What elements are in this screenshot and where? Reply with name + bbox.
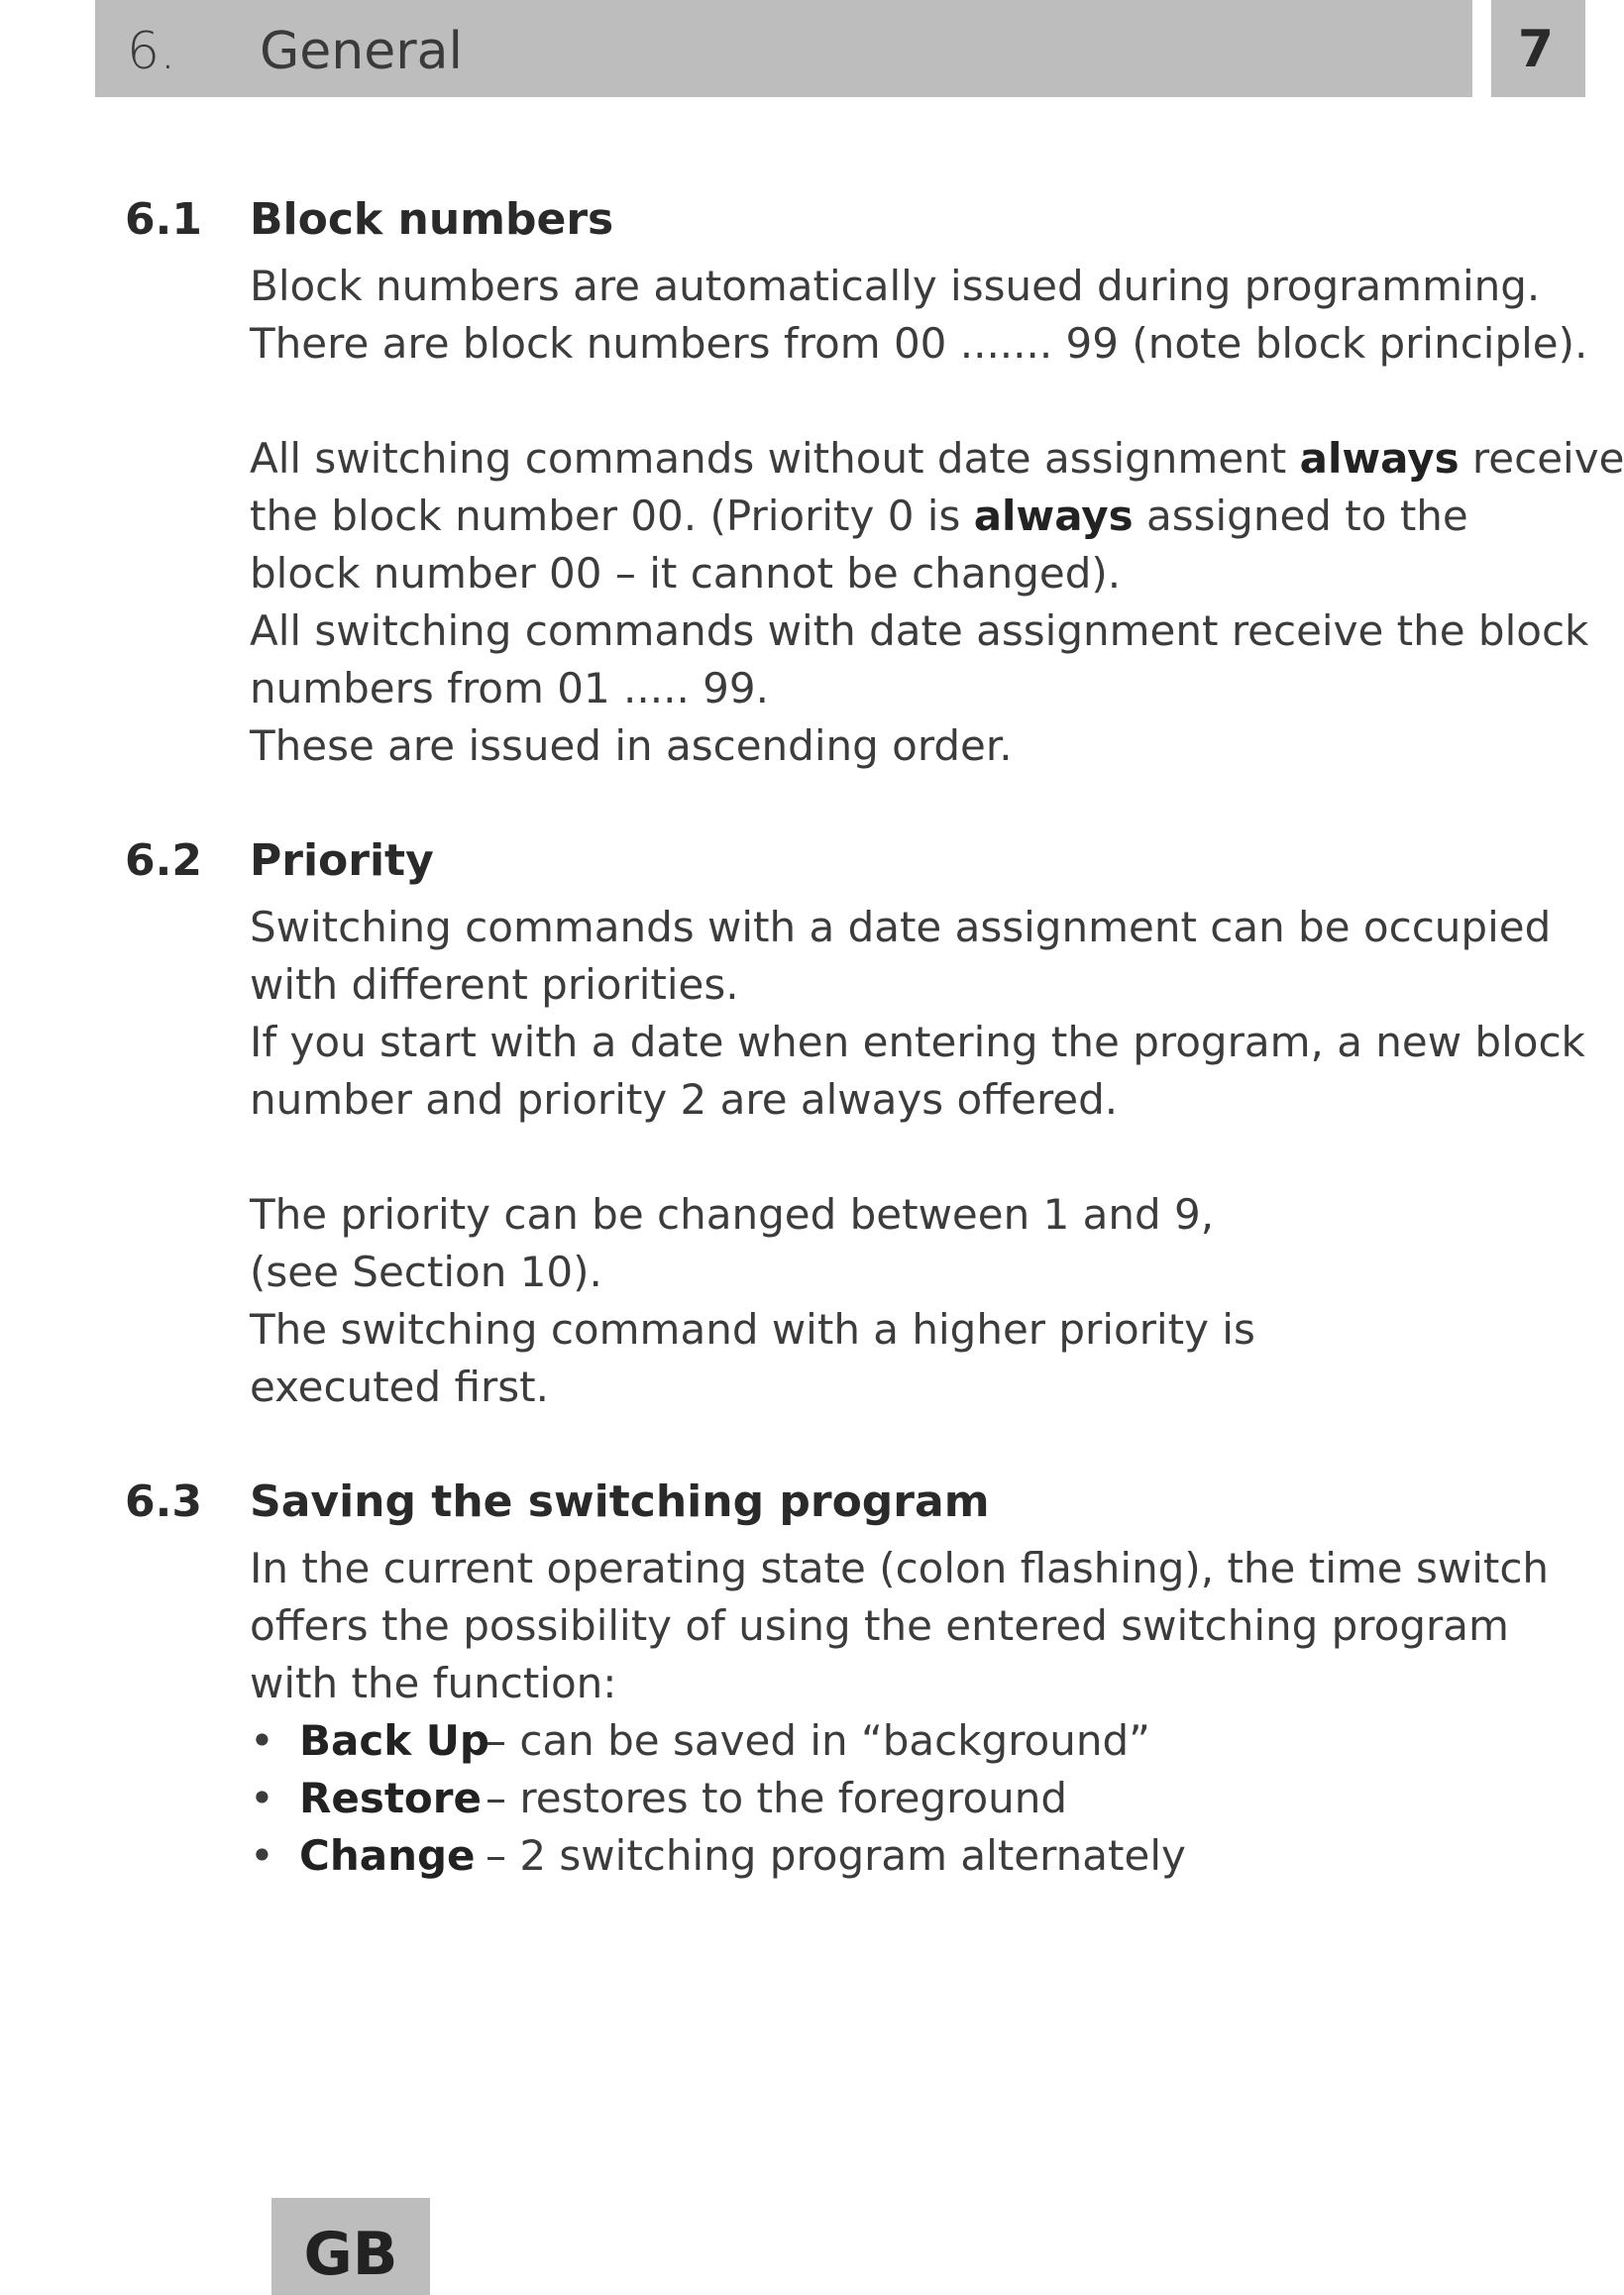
body-line: The switching command with a higher priority is — [250, 1305, 1255, 1354]
emphasis-text: always — [1299, 434, 1460, 483]
bullet-icon: • — [250, 1716, 274, 1765]
body-line: executed first. — [250, 1363, 549, 1411]
paragraph-gap — [250, 1129, 1538, 1186]
section-title: Priority — [250, 835, 434, 886]
body-line: (see Section 10). — [250, 1248, 602, 1296]
section-number: 6.3 — [125, 1476, 202, 1527]
section-body — [250, 899, 1585, 1416]
body-line: Block numbers are automatically issued during programming. — [250, 262, 1541, 310]
body-line: with different priorities. — [250, 960, 739, 1009]
bullet-item-change — [250, 1827, 1538, 1885]
body-line: In the current operating state (colon flashing), the time switch — [250, 1544, 1550, 1592]
body-line: There are block numbers from 00 ....... 99 (note block principle). — [250, 319, 1588, 368]
body-line: Switching commands with a date assignment can be occupied — [250, 903, 1552, 951]
bullet-term: Change — [299, 1831, 476, 1880]
bullet-item-restore — [250, 1770, 1538, 1827]
language-tab — [271, 2198, 430, 2295]
body-line: number and priority 2 are always offered. — [250, 1075, 1119, 1124]
bullet-term: Restore — [299, 1774, 482, 1822]
section-number: 6.2 — [125, 835, 202, 886]
body-line: These are issued in ascending order. — [250, 721, 1013, 770]
chapter-number: 6. — [127, 22, 176, 81]
body-line: All switching commands with date assignment receive the block — [250, 606, 1589, 655]
body-line: the block number 00. (Priority 0 is always assigned to the — [250, 492, 1468, 540]
bullet-item-back-up — [250, 1712, 1538, 1770]
body-line: offers the possibility of using the entered switching program — [250, 1601, 1509, 1650]
body-line: If you start with a date when entering the program, a new block — [250, 1018, 1585, 1066]
bullet-desc: – 2 switching program alternately — [486, 1831, 1186, 1880]
bullet-icon: • — [250, 1774, 274, 1822]
section-number: 6.1 — [125, 194, 202, 245]
body-line: numbers from 01 ..... 99. — [250, 664, 769, 712]
page-number-box — [1491, 0, 1585, 97]
paragraph-gap — [250, 373, 1538, 430]
body-line: The priority can be changed between 1 and 9, — [250, 1190, 1215, 1239]
section-body — [250, 258, 1624, 775]
chapter-title: General — [260, 22, 463, 81]
bullet-desc: – can be saved in “background” — [486, 1716, 1150, 1765]
language-label: GB — [303, 2220, 398, 2289]
page-number: 7 — [1517, 20, 1555, 79]
body-line: All switching commands without date assignment always receive — [250, 434, 1624, 483]
emphasis-text: always — [973, 492, 1134, 540]
bullet-desc: – restores to the foreground — [486, 1774, 1068, 1822]
bullet-term: Back Up — [299, 1716, 489, 1765]
section-body — [250, 1540, 1550, 1885]
body-line: block number 00 – it cannot be changed). — [250, 549, 1122, 598]
section-title: Saving the switching program — [250, 1476, 990, 1527]
bullet-icon: • — [250, 1831, 274, 1880]
section-title: Block numbers — [250, 194, 614, 245]
body-line: with the function: — [250, 1659, 617, 1707]
